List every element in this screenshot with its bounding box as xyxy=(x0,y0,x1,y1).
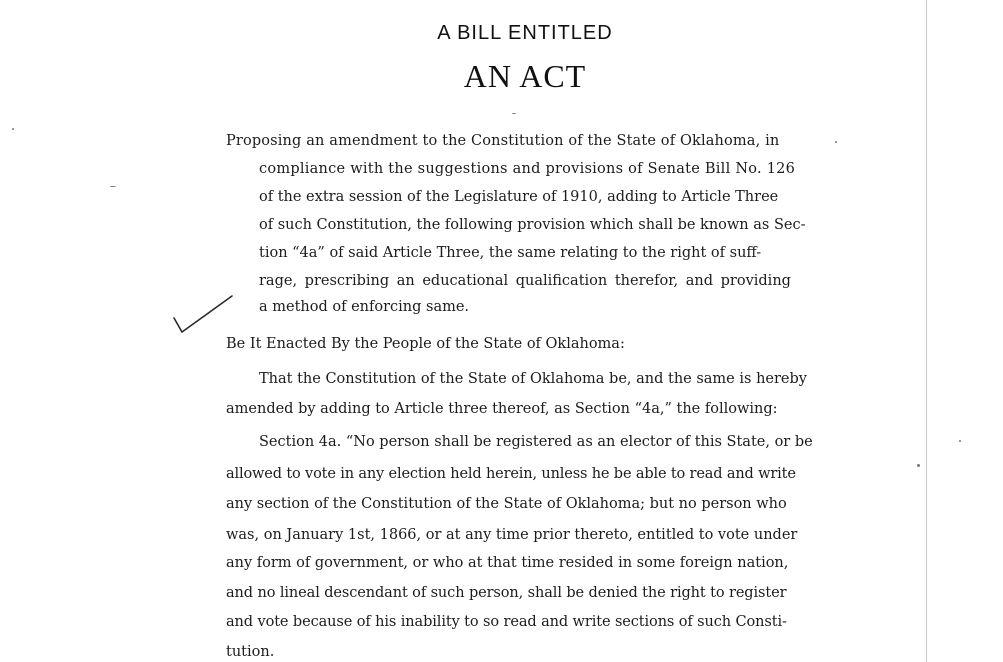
section-line: allowed to vote in any election held herein, unless he be able to read and write xyxy=(226,466,796,482)
proposal-line: tion “4a” of said Article Three, the same relating to the right of suff- xyxy=(259,245,762,261)
section-line: Section 4a. “No person shall be registered as an elector of this State, or be xyxy=(259,434,813,450)
amendment-line: That the Constitution of the State of Oklahoma be, and the same is hereby xyxy=(259,371,807,387)
scan-speck xyxy=(959,440,961,442)
proposal-line: of the extra session of the Legislature of 1910, adding to Article Three xyxy=(259,189,779,205)
act-heading: AN ACT xyxy=(463,58,587,94)
scan-edge-line xyxy=(926,0,927,662)
enacting-clause: Be It Enacted By the People of the State of Oklahoma: xyxy=(226,336,625,352)
section-line: any section of the Constitution of the State of Oklahoma; but no person who xyxy=(226,496,787,512)
section-line: and vote because of his inability to so read and write sections of such Consti- xyxy=(226,614,787,630)
scan-speck xyxy=(835,141,837,143)
scan-speck xyxy=(12,128,14,130)
proposal-line: a method of enforcing same. xyxy=(259,299,470,315)
bill-heading: A BILL ENTITLED xyxy=(437,22,613,44)
amendment-line: amended by adding to Article three thereof, as Section “4a,” the following: xyxy=(226,401,778,417)
section-line: was, on January 1st, 1866, or at any time prior thereto, entitled to vote under xyxy=(226,527,798,543)
scan-speck xyxy=(512,113,516,114)
proposal-line: rage, prescribing an educational qualification therefor, and providing xyxy=(259,273,791,289)
scan-speck xyxy=(917,464,920,467)
section-line: and no lineal descendant of such person, shall be denied the right to register xyxy=(226,585,787,601)
proposal-line: of such Constitution, the following provision which shall be known as Sec- xyxy=(259,217,806,233)
proposal-line: compliance with the suggestions and provisions of Senate Bill No. 126 xyxy=(259,161,796,177)
check-mark-icon xyxy=(168,290,238,340)
section-line: tution. xyxy=(226,644,275,660)
proposal-line: Proposing an amendment to the Constitution of the State of Oklahoma, in xyxy=(226,133,780,149)
section-line: any form of government, or who at that time resided in some foreign nation, xyxy=(226,555,789,571)
scan-speck xyxy=(110,186,116,187)
